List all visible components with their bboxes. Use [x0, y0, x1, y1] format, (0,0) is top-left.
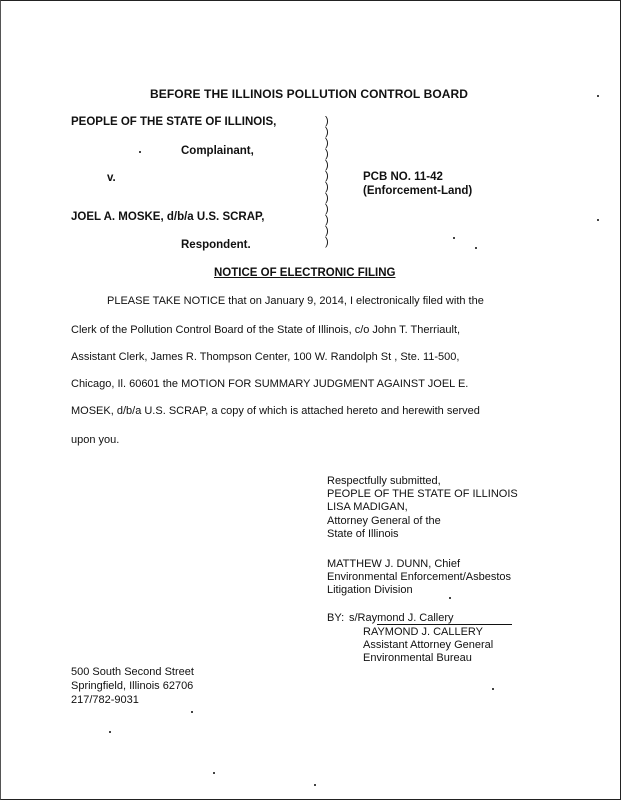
chief-title-2: Litigation Division [327, 584, 413, 596]
attorney-general-title-1: Attorney General of the [327, 515, 441, 527]
caption-paren-5: ) [325, 159, 329, 171]
versus-label: v. [107, 172, 116, 184]
caption-paren-2: ) [325, 126, 329, 138]
scan-speck [449, 597, 451, 599]
caption-paren-12: ) [325, 236, 329, 248]
caption-paren-7: ) [325, 181, 329, 193]
scan-speck [213, 772, 215, 774]
scan-speck [492, 688, 494, 690]
defendant-name: JOEL A. MOSKE, d/b/a U.S. SCRAP, [71, 211, 265, 223]
signer-name: RAYMOND J. CALLERY [363, 626, 484, 638]
signature-line [377, 624, 512, 625]
notice-title: NOTICE OF ELECTRONIC FILING [214, 267, 396, 279]
body-line-6: upon you. [71, 434, 120, 446]
scan-speck [453, 237, 455, 239]
caption-paren-11: ) [325, 225, 329, 237]
closing: Respectfully submitted, [327, 475, 441, 487]
scan-speck [475, 247, 477, 249]
body-line-5: MOSEK, d/b/a U.S. SCRAP, a copy of which is attached hereto and herewith served [71, 405, 480, 417]
case-number: PCB NO. 11-42 [363, 171, 443, 183]
caption-paren-10: ) [325, 214, 329, 226]
chief-name: MATTHEW J. DUNN, Chief [327, 558, 461, 570]
scan-speck [314, 784, 316, 786]
signer-title-2: Environmental Bureau [363, 652, 472, 664]
electronic-signature: s/Raymond J. Callery [349, 612, 454, 624]
address-city: Springfield, Illinois 62706 [71, 680, 194, 692]
address-phone: 217/782-9031 [71, 694, 139, 706]
case-type: (Enforcement-Land) [363, 185, 473, 197]
caption-paren-8: ) [325, 192, 329, 204]
attorney-general-name: LISA MADIGAN, [327, 501, 408, 513]
signer-title-1: Assistant Attorney General [363, 639, 494, 651]
scan-speck [597, 219, 599, 221]
body-line-3: Assistant Clerk, James R. Thompson Center, 100 W. Randolph St , Ste. 11-500, [71, 351, 460, 363]
caption-paren-1: ) [325, 115, 329, 127]
scan-speck [139, 151, 141, 153]
plaintiff-name: PEOPLE OF THE STATE OF ILLINOIS, [71, 116, 277, 128]
caption-paren-3: ) [325, 137, 329, 149]
address-street: 500 South Second Street [71, 666, 194, 678]
body-line-1: PLEASE TAKE NOTICE that on January 9, 2014, I electronically filed with the [107, 295, 484, 307]
scan-speck [597, 95, 599, 97]
caption-paren-6: ) [325, 170, 329, 182]
scan-speck [191, 711, 193, 713]
caption-paren-9: ) [325, 203, 329, 215]
scan-speck [109, 731, 111, 733]
chief-title-1: Environmental Enforcement/Asbestos [327, 571, 512, 583]
body-line-2: Clerk of the Pollution Control Board of the State of Illinois, c/o John T. Therriault, [71, 324, 461, 336]
by-label: BY: [327, 612, 345, 624]
body-line-4: Chicago, Il. 60601 the MOTION FOR SUMMARY JUDGMENT AGAINST JOEL E. [71, 378, 469, 390]
caption-paren-4: ) [325, 148, 329, 160]
defendant-role: Respondent. [181, 239, 251, 251]
attorney-general-title-2: State of Illinois [327, 528, 399, 540]
plaintiff-role: Complainant, [181, 145, 254, 157]
party-name: PEOPLE OF THE STATE OF ILLINOIS [327, 488, 518, 500]
board-heading: BEFORE THE ILLINOIS POLLUTION CONTROL BOARD [150, 87, 469, 101]
